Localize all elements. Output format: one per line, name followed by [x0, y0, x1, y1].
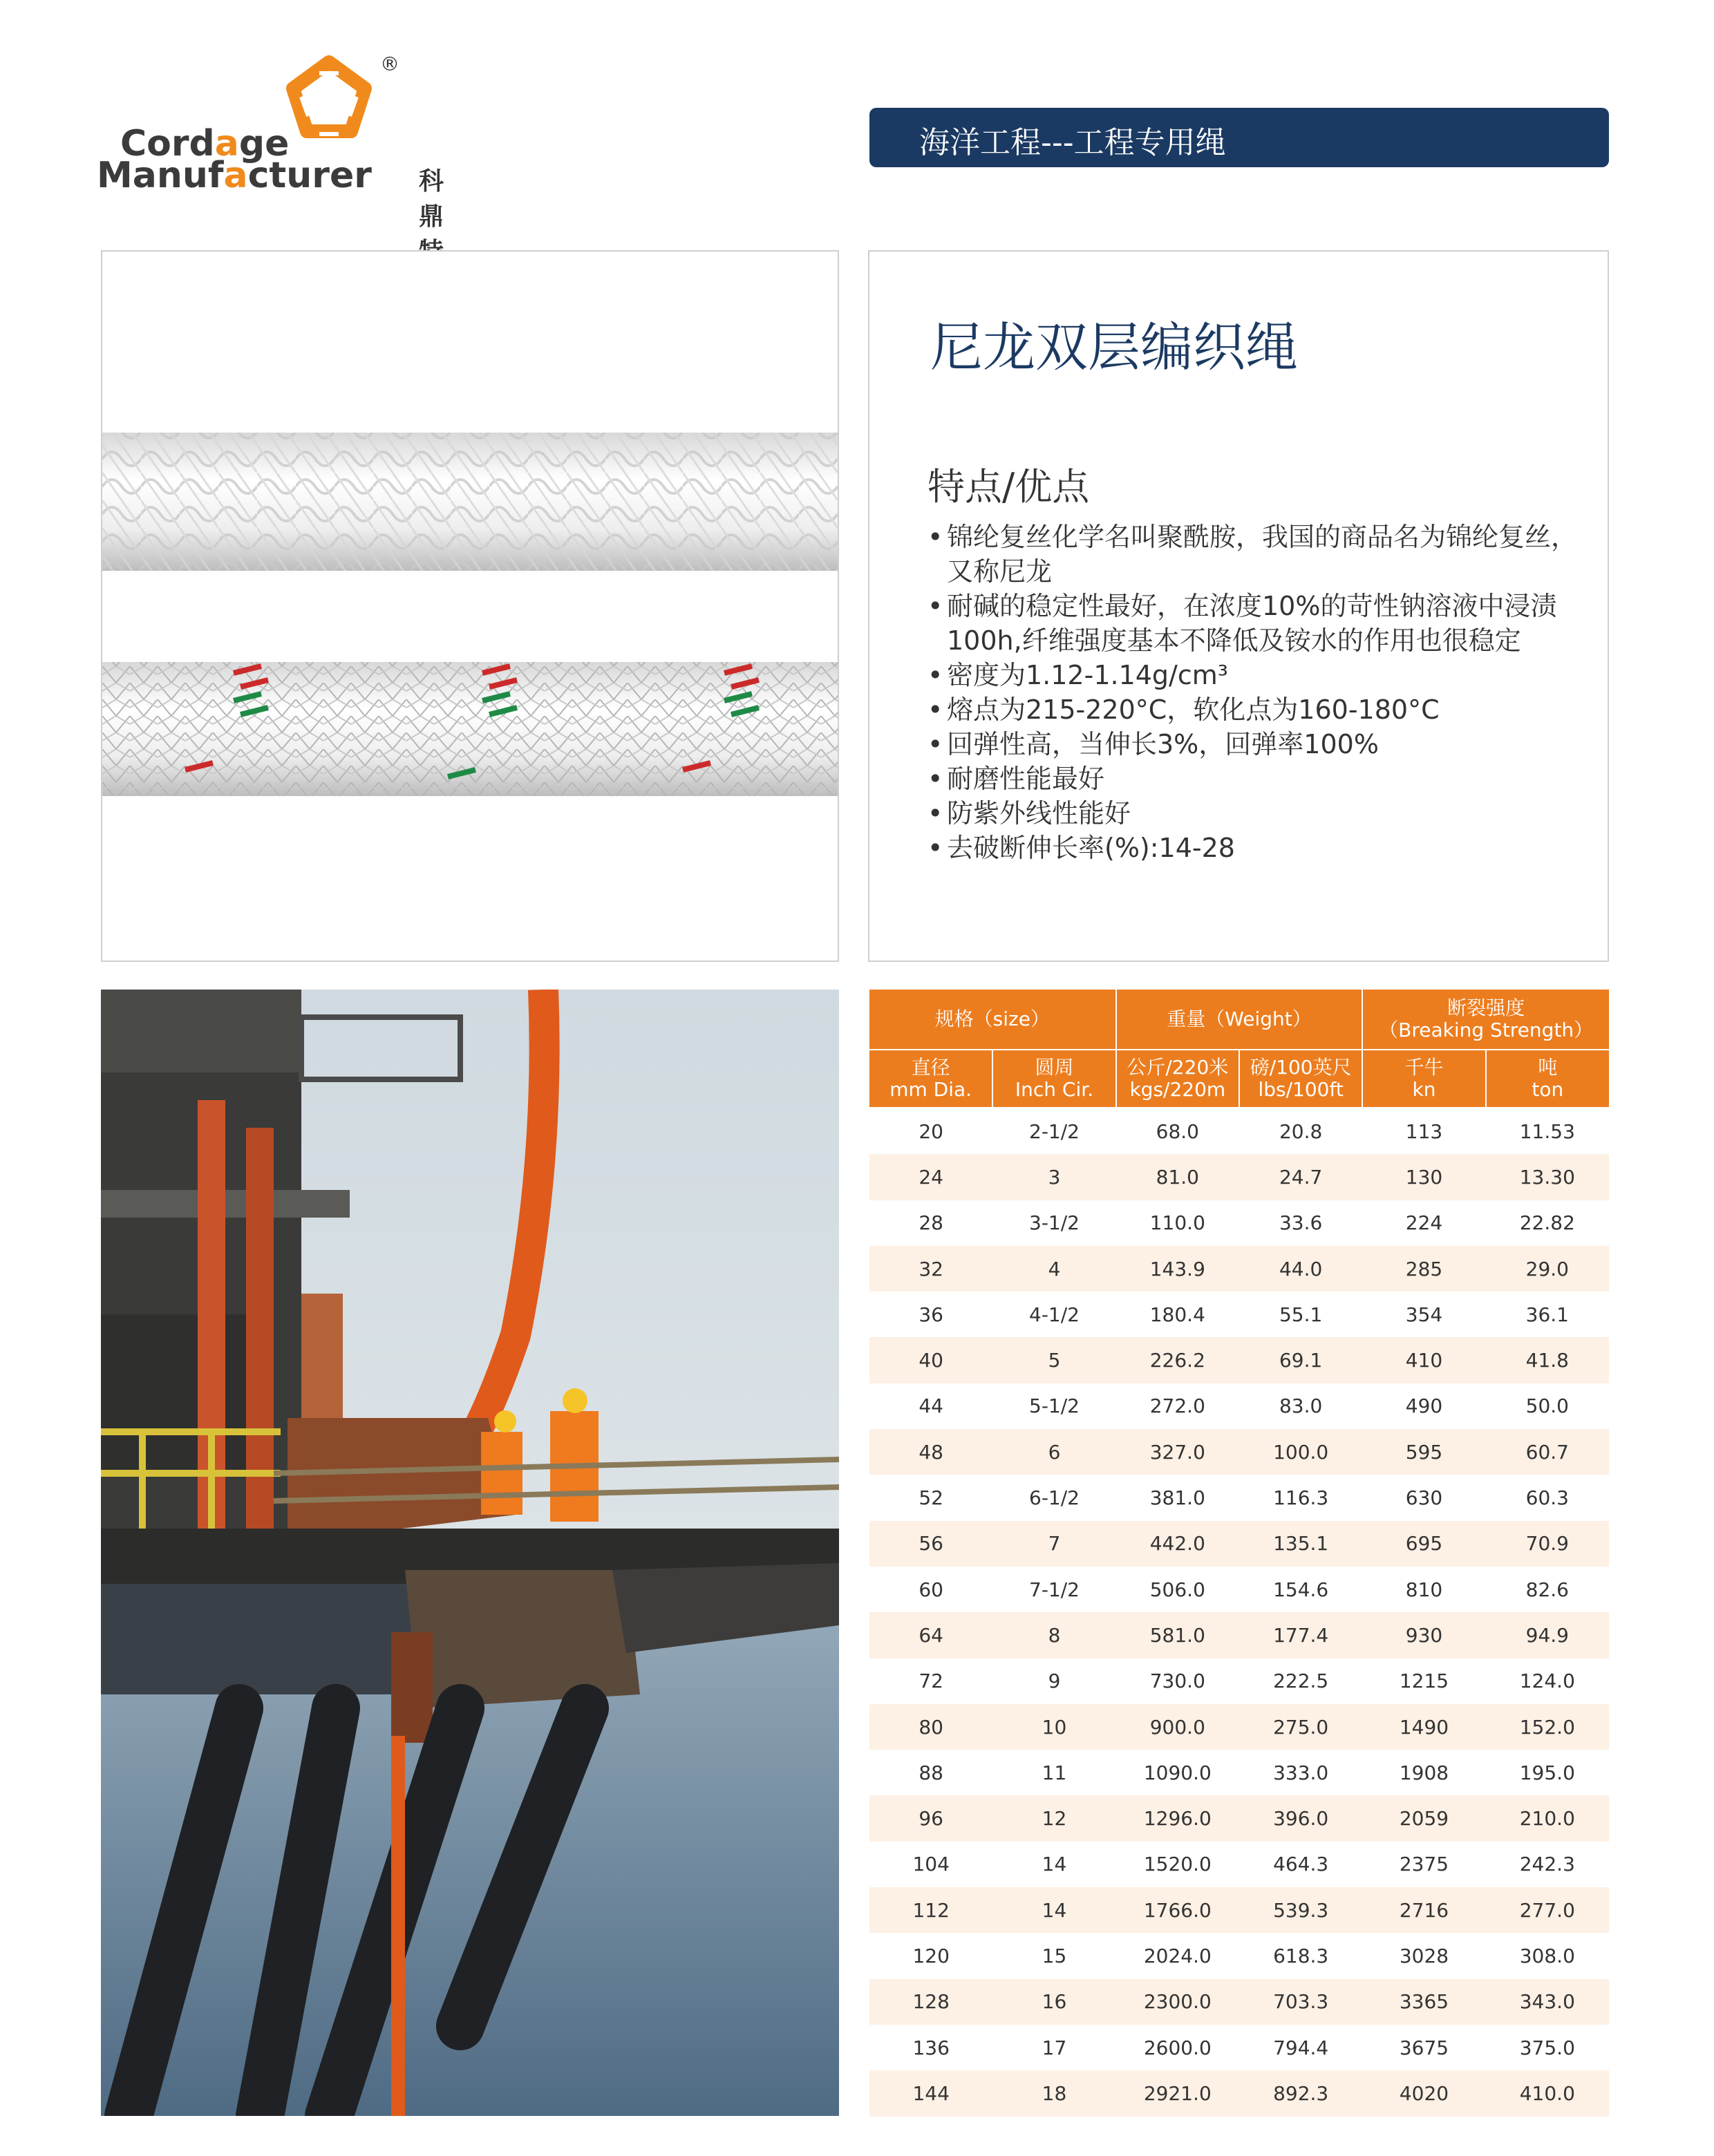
table-cell: 6-1/2 — [1029, 1486, 1080, 1510]
table-cell: 28 — [919, 1211, 943, 1235]
feature-item: • 回弹性高，当伸长3%，回弹率100% — [927, 727, 1584, 762]
table-cell: 22.82 — [1519, 1211, 1575, 1235]
table-cell: 113 — [1405, 1119, 1443, 1143]
table-cell: 112 — [869, 1887, 992, 1933]
table-cell: 10 — [992, 1704, 1115, 1750]
table-cell: 18 — [992, 2070, 1115, 2116]
table-cell: 1490 — [1362, 1704, 1485, 1750]
table-cell: 48 — [869, 1429, 992, 1475]
ton-column-header: 吨 ton — [1486, 1050, 1609, 1108]
table-cell: 308.0 — [1519, 1944, 1575, 1967]
table-cell: 1766.0 — [1116, 1887, 1239, 1933]
features-list — [927, 520, 1584, 865]
table-cell: 3-1/2 — [1029, 1211, 1080, 1235]
feature-item: • 去破断伸长率(%):14-28 — [927, 831, 1584, 865]
table-cell: 24.7 — [1239, 1154, 1362, 1200]
kn-column-header: 千牛 kn — [1362, 1050, 1485, 1108]
table-row — [869, 1979, 1609, 2025]
table-cell: 2716 — [1362, 1887, 1485, 1933]
table-cell: 490 — [1405, 1394, 1443, 1418]
table-cell: 1296.0 — [1116, 1795, 1239, 1841]
table-cell: 630 — [1405, 1486, 1443, 1510]
table-cell: 20.8 — [1279, 1119, 1323, 1143]
rope-samples-image — [102, 252, 838, 961]
table-cell: 2375 — [1399, 1853, 1449, 1876]
table-row — [869, 1795, 1609, 1841]
table-cell: 24 — [869, 1154, 992, 1200]
table-cell: 13.30 — [1486, 1154, 1609, 1200]
table-row — [869, 1933, 1609, 1978]
table-cell: 60.3 — [1525, 1486, 1569, 1510]
product-title: 尼龙双层编织绳 — [930, 316, 1298, 378]
table-cell: 4 — [992, 1246, 1115, 1292]
table-cell: 11.53 — [1519, 1119, 1575, 1143]
table-cell: 136 — [912, 2036, 950, 2059]
table-cell: 2921.0 — [1116, 2070, 1239, 2116]
table-cell: 1908 — [1399, 1761, 1449, 1784]
product-info-panel — [868, 250, 1609, 962]
table-cell: 3 — [992, 1154, 1115, 1200]
table-cell: 539.3 — [1239, 1887, 1362, 1933]
table-cell: 581.0 — [1116, 1612, 1239, 1658]
table-cell: 41.8 — [1486, 1337, 1609, 1383]
table-cell: 794.4 — [1273, 2036, 1329, 2059]
knot-logo-icon — [278, 53, 380, 155]
table-cell: 36.1 — [1525, 1303, 1569, 1326]
table-cell: 2-1/2 — [1029, 1119, 1080, 1143]
table-cell: 506.0 — [1149, 1578, 1205, 1601]
table-cell: 83.0 — [1279, 1394, 1323, 1418]
table-cell: 224 — [1405, 1211, 1443, 1235]
table-cell: 33.6 — [1279, 1211, 1323, 1235]
table-cell: 695 — [1362, 1521, 1485, 1567]
table-cell: 5-1/2 — [1029, 1394, 1080, 1418]
table-cell: 410.0 — [1486, 2070, 1609, 2116]
table-cell: 354 — [1405, 1303, 1443, 1326]
logo-chinese-name: 科鼎 — [419, 167, 444, 231]
table-cell: 2024.0 — [1143, 1944, 1212, 1967]
table-column-header — [869, 1050, 1609, 1108]
table-cell: 730.0 — [1149, 1670, 1205, 1693]
table-cell: 20 — [919, 1119, 943, 1143]
lbs-column-header: 磅/100英尺 lbs/100ft — [1239, 1050, 1362, 1108]
table-cell: 381.0 — [1149, 1486, 1205, 1510]
table-cell: 14 — [992, 1887, 1115, 1933]
table-cell: 152.0 — [1486, 1704, 1609, 1750]
table-cell: 16 — [992, 1979, 1115, 2025]
table-cell: 110.0 — [1149, 1211, 1205, 1235]
table-cell: 17 — [1042, 2036, 1067, 2059]
table-cell: 2600.0 — [1143, 2036, 1212, 2059]
table-cell: 68.0 — [1156, 1119, 1199, 1143]
strength-group-header: 断裂强度 （Breaking Strength） — [1362, 990, 1609, 1050]
feature-item: • 密度为1.12-1.14g/cm³ — [927, 658, 1584, 692]
table-cell: 82.6 — [1525, 1578, 1569, 1601]
table-cell: 100.0 — [1239, 1429, 1362, 1475]
circumference-column-header: 圆周 Inch Cir. — [992, 1050, 1115, 1108]
table-row — [869, 2025, 1609, 2070]
table-row — [869, 1337, 1609, 1383]
table-cell: 9 — [1048, 1670, 1061, 1693]
table-cell: 60.7 — [1486, 1429, 1609, 1475]
table-row — [869, 1750, 1609, 1795]
feature-item: • 耐磨性能最好 — [927, 762, 1584, 796]
table-row — [869, 1567, 1609, 1612]
table-cell: 5 — [992, 1337, 1115, 1383]
table-cell: 56 — [869, 1521, 992, 1567]
table-cell: 72 — [919, 1670, 943, 1693]
logo-text-line1: Cordage — [120, 123, 290, 164]
size-group-header: 规格（size） — [869, 990, 1116, 1050]
category-banner — [869, 108, 1609, 167]
table-row — [869, 1842, 1609, 1887]
table-cell: 285 — [1362, 1246, 1485, 1292]
table-cell: 14 — [1042, 1853, 1067, 1876]
table-cell: 595 — [1362, 1429, 1485, 1475]
feature-item: • 耐碱的稳定性最好，在浓度10%的苛性钠溶液中浸渍100h,纤维强度基本不降低及铵水的作用也很稳定 — [927, 589, 1584, 658]
kgs-column-header: 公斤/220米 kgs/220m — [1116, 1050, 1239, 1108]
feature-item: • 防紫外线性能好 — [927, 796, 1584, 831]
company-logo — [97, 53, 444, 231]
table-cell: 396.0 — [1239, 1795, 1362, 1841]
table-cell: 128 — [869, 1979, 992, 2025]
table-cell: 3365 — [1362, 1979, 1485, 2025]
table-cell: 144 — [869, 2070, 992, 2116]
table-cell: 12 — [992, 1795, 1115, 1841]
table-cell: 226.2 — [1116, 1337, 1239, 1383]
table-cell: 222.5 — [1273, 1670, 1329, 1693]
features-heading: 特点/优点 — [927, 465, 1090, 509]
table-cell: 892.3 — [1239, 2070, 1362, 2116]
table-cell: 375.0 — [1519, 2036, 1575, 2059]
table-cell: 210.0 — [1486, 1795, 1609, 1841]
table-row — [869, 1292, 1609, 1337]
table-row — [869, 1246, 1609, 1292]
table-cell: 177.4 — [1239, 1612, 1362, 1658]
table-row — [869, 2070, 1609, 2116]
table-cell: 4020 — [1362, 2070, 1485, 2116]
table-row — [869, 1612, 1609, 1658]
diameter-column-header: 直径 mm Dia. — [869, 1050, 992, 1108]
table-cell: 618.3 — [1273, 1944, 1329, 1967]
table-cell: 442.0 — [1116, 1521, 1239, 1567]
table-cell: 3028 — [1399, 1944, 1449, 1967]
table-cell: 1215 — [1399, 1670, 1449, 1693]
table-cell: 180.4 — [1149, 1303, 1205, 1326]
table-cell: 81.0 — [1116, 1154, 1239, 1200]
table-row — [869, 1887, 1609, 1933]
table-cell: 40 — [869, 1337, 992, 1383]
table-group-header — [869, 990, 1609, 1050]
table-cell: 343.0 — [1486, 1979, 1609, 2025]
table-cell: 135.1 — [1239, 1521, 1362, 1567]
table-cell: 29.0 — [1486, 1246, 1609, 1292]
table-cell: 333.0 — [1273, 1761, 1329, 1784]
table-cell: 44 — [919, 1394, 943, 1418]
table-cell: 50.0 — [1525, 1394, 1569, 1418]
table-cell: 52 — [919, 1486, 943, 1510]
table-cell: 80 — [869, 1704, 992, 1750]
table-row — [869, 1521, 1609, 1567]
table-cell: 3675 — [1399, 2036, 1449, 2059]
table-cell: 272.0 — [1149, 1394, 1205, 1418]
table-cell: 703.3 — [1239, 1979, 1362, 2025]
table-cell: 195.0 — [1519, 1761, 1575, 1784]
table-cell: 44.0 — [1239, 1246, 1362, 1292]
table-cell: 88 — [919, 1761, 943, 1784]
table-cell: 32 — [869, 1246, 992, 1292]
table-cell: 143.9 — [1116, 1246, 1239, 1292]
table-row — [869, 1429, 1609, 1475]
table-cell: 15 — [1042, 1944, 1067, 1967]
table-cell: 277.0 — [1486, 1887, 1609, 1933]
table-cell: 464.3 — [1273, 1853, 1329, 1876]
weight-group-header: 重量（Weight） — [1116, 990, 1363, 1050]
table-cell: 154.6 — [1273, 1578, 1329, 1601]
table-cell: 8 — [992, 1612, 1115, 1658]
banner-title: 海洋工程---工程专用绳 — [919, 125, 1226, 160]
table-cell: 69.1 — [1239, 1337, 1362, 1383]
table-cell: 1520.0 — [1143, 1853, 1212, 1876]
table-row — [869, 1154, 1609, 1200]
table-cell: 11 — [1042, 1761, 1067, 1784]
table-cell: 7 — [992, 1521, 1115, 1567]
table-cell: 900.0 — [1116, 1704, 1239, 1750]
table-body — [869, 1108, 1609, 2117]
table-cell: 2300.0 — [1116, 1979, 1239, 2025]
table-cell: 810 — [1405, 1578, 1443, 1601]
table-cell: 130 — [1362, 1154, 1485, 1200]
table-cell: 55.1 — [1279, 1303, 1323, 1326]
registered-mark: ® — [380, 53, 399, 75]
logo-text-line2: Manufacturer — [97, 155, 372, 196]
table-row — [869, 1108, 1609, 1154]
table-row — [869, 1704, 1609, 1750]
table-cell: 60 — [919, 1578, 943, 1601]
table-row — [869, 1658, 1609, 1704]
table-cell: 930 — [1362, 1612, 1485, 1658]
table-cell: 124.0 — [1519, 1670, 1575, 1693]
table-cell: 2059 — [1362, 1795, 1485, 1841]
table-cell: 94.9 — [1486, 1612, 1609, 1658]
feature-item: • 熔点为215-220°C，软化点为160-180°C — [927, 692, 1584, 727]
table-cell: 275.0 — [1239, 1704, 1362, 1750]
rope-photo-panel — [101, 250, 839, 962]
table-cell: 70.9 — [1486, 1521, 1609, 1567]
table-cell: 120 — [912, 1944, 950, 1967]
table-cell: 242.3 — [1519, 1853, 1575, 1876]
feature-item: • 锦纶复丝化学名叫聚酰胺，我国的商品名为锦纶复丝，又称尼龙 — [927, 520, 1584, 589]
table-cell: 1090.0 — [1143, 1761, 1212, 1784]
table-cell: 410 — [1362, 1337, 1485, 1383]
table-cell: 116.3 — [1273, 1486, 1329, 1510]
table-cell: 4-1/2 — [1029, 1303, 1080, 1326]
table-cell: 104 — [912, 1853, 950, 1876]
table-cell: 7-1/2 — [1029, 1578, 1080, 1601]
table-cell: 64 — [869, 1612, 992, 1658]
table-cell: 327.0 — [1116, 1429, 1239, 1475]
table-row — [869, 1200, 1609, 1246]
table-cell: 96 — [869, 1795, 992, 1841]
table-cell: 36 — [919, 1303, 943, 1326]
table-cell: 6 — [992, 1429, 1115, 1475]
spec-table — [869, 990, 1609, 2117]
table-row — [869, 1383, 1609, 1429]
offshore-platform-photo — [101, 990, 839, 2116]
table-row — [869, 1475, 1609, 1520]
